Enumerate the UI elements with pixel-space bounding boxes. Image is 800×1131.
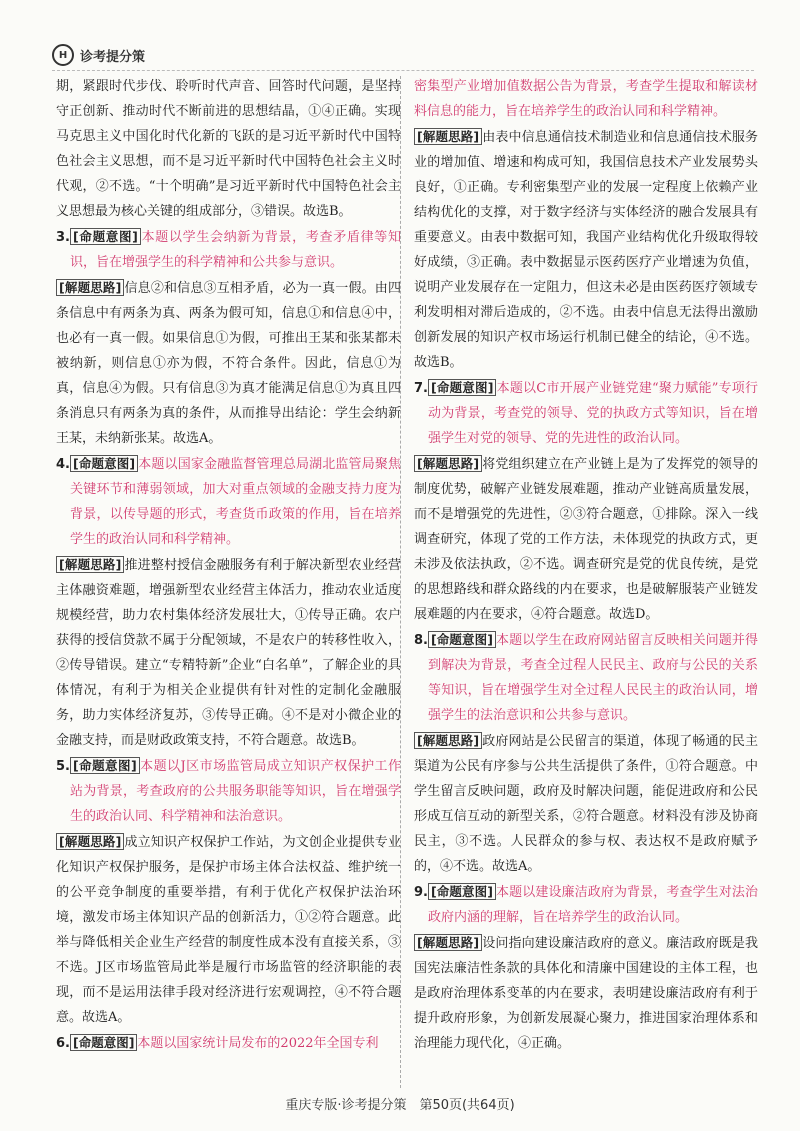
q2-continuation: 期，紧跟时代步伐、聆听时代声音、回答时代问题，是坚持守正创新、推动时代不断前进的思想结晶，①④正确。实现马克思主义中国化时代化新的飞跃的是习近平新时代中国特色社会主义思想，而不是习近平新时代中国特色社会主义时代观，②不选。“十个明确”是习近平新时代中国特色社会主义思想最为核心关键的组成部分，③错误。故选B。	[56, 79, 401, 219]
right-column	[414, 74, 758, 1056]
q9-intent	[414, 879, 758, 930]
solution-tag: [解题思路]	[56, 556, 124, 573]
solution-tag: [解题思路]	[414, 455, 482, 472]
intent-tag: [命题意图]	[428, 631, 496, 648]
intent-tag: [命题意图]	[70, 455, 138, 472]
question-number: 3.	[56, 230, 70, 245]
solution-text: 推进整村授信金融服务有利于解决新型农业经营主体融资难题，增强新型农业经营主体活力，推动农业适度规模经营，助力农村集体经济发展壮大，①传导正确。农户获得的授信贷款不属于分配领域，不是农户的转移性收入，②传导错误。建立“专精特新”企业“白名单”，了解企业的具体情况，有利于为相关企业提供有针对性的定制化金融服务，助力实体经济复苏，③传导正确。④不是对小微企业的金融支持，而是财政政策支持，不符合题意。故选B。	[56, 558, 401, 748]
solution-text: 由表中信息通信技术制造业和信息通信技术服务业的增加值、增速和构成可知，我国信息技术产业发展势头良好，①正确。专利密集型产业的发展一定程度上依赖产业结构优化的支撑，对于数字经济与实体经济的融合发展具有重要意义。由表中数据可知，我国产业结构优化升级取得较好成绩，③正确。表中数据显示医药医疗产业增速为负值，说明产业发展存在一定阻力，但这未必是由医药医疗领域专利发明相对滞后造成的，②不选。由表中信息无法得出激励创新发展的知识产权市场运行机制已健全的结论，④不选。故选B。	[414, 130, 758, 370]
header-title: 诊考提分策	[80, 49, 146, 65]
header-divider	[52, 70, 754, 71]
intent-tag: [命题意图]	[70, 228, 141, 245]
question-number: 5.	[56, 759, 70, 774]
solution-text: 成立知识产权保护工作站，为文创企业提供专业化知识产权保护服务，是保护市场主体合法权益、维护统一的公平竞争制度的重要举措，有利于优化产权保护法治环境，激发市场主体知识产品的创新活力，①②符合题意。此举与降低相关企业生产经营的制度性成本没有直接关系，③不选。J区市场监管局此举是履行市场监管的经济职能的表现，而不是运用法律手段对经济进行宏观调控，④不符合题意。故选A。	[56, 835, 401, 1025]
intent-text: 本题以学生在政府网站留言反映相关问题并得到解决为背景，考查全过程人民民主、政府与公民的关系等知识，旨在增强学生对全过程人民民主的政治认同，增强学生的法治意识和公共参与意识。	[428, 633, 758, 723]
q5-intent	[56, 753, 401, 829]
brand-logo-icon: H	[52, 44, 74, 66]
intent-text: 本题以学生会纳新为背景，考查矛盾律等知识，旨在增强学生的科学精神和公共参与意识。	[70, 230, 401, 270]
q3-intent	[56, 224, 401, 275]
q5-solution	[56, 829, 401, 1030]
question-number: 7.	[414, 381, 428, 396]
q7-intent	[414, 375, 758, 451]
solution-tag: [解题思路]	[414, 732, 482, 749]
intent-tag: [命题意图]	[70, 757, 140, 774]
q7-solution	[414, 451, 758, 627]
intent-text: 本题以J区市场监管局成立知识产权保护工作站为背景，考查政府的公共服务职能等知识，旨在增强学生的政治认同、科学精神和法治意识。	[70, 759, 401, 824]
page-header	[52, 44, 145, 66]
intent-text: 本题以建设廉洁政府为背景，考查学生对法治政府内涵的理解，旨在培养学生的政治认同。	[428, 885, 758, 925]
q3-solution	[56, 275, 401, 451]
solution-text: 设问指向建设廉洁政府的意义。廉洁政府既是我国宪法廉洁性条款的具体化和清廉中国建设的主体工程，也是政府治理体系变革的内在要求，表明建设廉洁政府有利于提升政府形象，为创新发展凝心聚力，推进国家治理体系和治理能力现代化，④正确。	[414, 936, 758, 1051]
solution-tag: [解题思路]	[56, 833, 124, 850]
question-number: 9.	[414, 885, 428, 900]
question-number: 8.	[414, 633, 428, 648]
intent-tag: [命题意图]	[428, 883, 496, 900]
intent-tag: [命题意图]	[428, 379, 496, 396]
q8-solution	[414, 728, 758, 879]
q8-intent	[414, 627, 758, 728]
q6-intent-continuation: 密集型产业增加值数据公告为背景，考查学生提取和解读材料信息的能力，旨在培养学生的政治认同和科学精神。	[414, 79, 758, 119]
q6-solution	[414, 124, 758, 375]
solution-text: 信息②和信息③互相矛盾，必为一真一假。由四条信息中有两条为真、两条为假可知，信息①和信息④中，也必有一真一假。如果信息①为假，可推出王某和张某都未被纳新，则信息①亦为假，不符合条件。因此，信息①为真，信息④为假。只有信息③为真才能满足信息①为真且四条消息只有两条为真的条件，从而推导出结论：学生会纳新王某，未纳新张某。故选A。	[56, 281, 401, 446]
question-number: 6.	[56, 1036, 70, 1051]
q4-solution	[56, 552, 401, 753]
left-column	[56, 74, 401, 1056]
q6-intent	[56, 1030, 401, 1056]
solution-text: 政府网站是公民留言的渠道，体现了畅通的民主渠道为公民有序参与公共生活提供了条件，①符合题意。中学生留言反映问题，政府及时解决问题，能促进政府和公民形成互信互动的新型关系，②符合题意。材料没有涉及协商民主，③不选。人民群众的参与权、表达权不是政府赋予的，④不选。故选A。	[414, 734, 758, 874]
intent-text: 本题以国家金融监督管理总局湖北监管局聚焦关键环节和薄弱领域，加大对重点领域的金融支持力度为背景，以传导题的形式，考查货币政策的作用，旨在培养学生的政治认同和科学精神。	[70, 457, 401, 547]
page-footer: 重庆专版·诊考提分策 第50页(共64页)	[285, 1098, 515, 1113]
intent-text: 本题以C市开展产业链党建“聚力赋能”专项行动为背景，考查党的领导、党的执政方式等知识，旨在增强学生对党的领导、党的先进性的政治认同。	[428, 381, 758, 446]
q9-solution	[414, 930, 758, 1056]
q4-intent	[56, 451, 401, 552]
question-number: 4.	[56, 457, 70, 472]
solution-tag: [解题思路]	[414, 128, 482, 145]
intent-text: 本题以国家统计局发布的2022年全国专利	[137, 1036, 379, 1051]
solution-tag: [解题思路]	[56, 279, 124, 296]
solution-text: 将党组织建立在产业链上是为了发挥党的领导的制度优势，破解产业链发展难题，推动产业链高质量发展，而不是增强党的先进性，②③符合题意，①排除。深入一线调查研究，体现了党的工作方法，未体现党的执政方式，更未涉及依法执政，②不选。调查研究是党的优良传统，是党的思想路线和群众路线的内在要求，也是破解服装产业链发展难题的内在要求，④符合题意。故选D。	[414, 457, 758, 622]
solution-tag: [解题思路]	[414, 934, 482, 951]
intent-tag: [命题意图]	[70, 1034, 137, 1051]
